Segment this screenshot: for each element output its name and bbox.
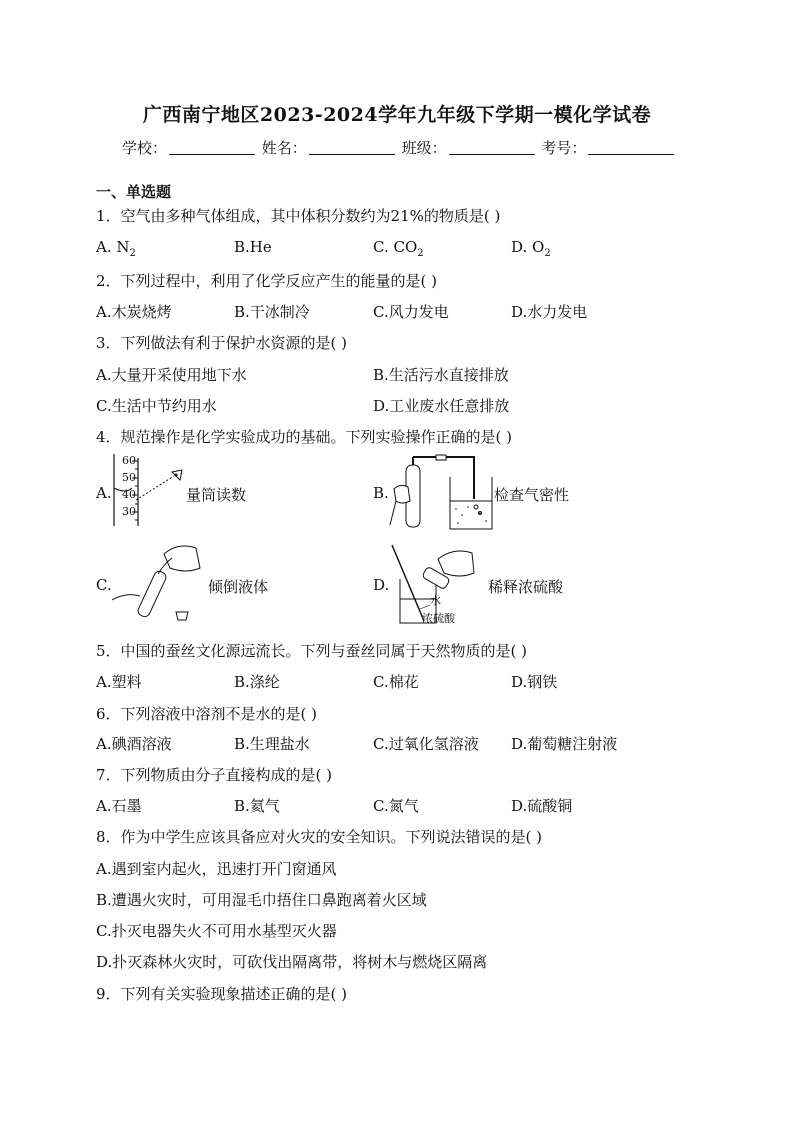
q1-option-d[interactable]: D. $O_2$ [511,238,551,259]
q8-option-a[interactable]: A.遇到室内起火，迅速打开门窗通风 [96,860,337,878]
question-6-stem: 6．下列溶液中溶剂不是水的是( ) [96,705,318,723]
q2-option-d[interactable]: D.水力发电 [511,303,588,321]
q7-option-b[interactable]: B.氦气 [234,797,280,815]
q3-option-c[interactable]: C.生活中节约用水 [96,397,217,415]
tick-label: 30 [122,505,136,518]
q2-option-b[interactable]: B.干冰制冷 [234,303,310,321]
q4-option-a[interactable]: A. [96,484,112,502]
q5-option-a[interactable]: A.塑料 [96,673,142,691]
q8-option-b[interactable]: B.遭遇火灾时，可用湿毛巾捂住口鼻跑离着火区域 [96,891,427,909]
q4-caption-d: 稀释浓硫酸 [488,578,564,596]
q7-option-a[interactable]: A.石墨 [96,797,142,815]
tick-label: 50 [122,471,136,484]
airtightness-apparatus-figure [390,455,495,535]
class-label: 班级： [401,139,447,157]
water-label: 水 [430,594,441,607]
q6-option-a[interactable]: A.碘酒溶液 [96,735,172,753]
q6-option-b[interactable]: B.生理盐水 [234,735,310,753]
q3-option-d[interactable]: D.工业废水任意排放 [373,397,510,415]
tick-label: 40 [122,488,136,501]
acid-label: 浓硫酸 [422,612,455,625]
pouring-liquid-figure [112,540,208,622]
name-label: 姓名： [261,139,307,157]
tick-label: 60 [122,454,136,467]
school-blank[interactable] [169,140,255,155]
q4-option-d[interactable]: D. [373,576,390,594]
q4-caption-c: 倾倒液体 [208,578,269,596]
q2-option-a[interactable]: A.木炭烧烤 [96,303,172,321]
q1-option-b[interactable]: B.He [234,238,272,256]
question-2-stem: 2．下列过程中，利用了化学反应产生的能量的是( ) [96,272,438,290]
q5-option-b[interactable]: B.涤纶 [234,673,280,691]
q4-caption-a: 量筒读数 [186,486,247,504]
section-heading: 一、单选题 [96,183,172,201]
q7-option-c[interactable]: C.氮气 [373,797,419,815]
q5-option-c[interactable]: C.棉花 [373,673,419,691]
q8-option-d[interactable]: D.扑灭森林火灾时，可砍伐出隔离带，将树木与燃烧区隔离 [96,953,488,971]
school-label: 学校： [122,139,168,157]
q2-option-c[interactable]: C.风力发电 [373,303,449,321]
page-title: 广西南宁地区2023-2024学年九年级下学期一模化学试卷 [142,104,652,126]
q3-option-b[interactable]: B.生活污水直接排放 [373,366,509,384]
number-label: 考号： [541,139,587,157]
question-4-stem: 4．规范操作是化学实验成功的基础。下列实验操作正确的是( ) [96,428,513,446]
q4-option-b[interactable]: B. [373,484,389,502]
question-7-stem: 7．下列物质由分子直接构成的是( ) [96,766,333,784]
q8-option-c[interactable]: C.扑灭电器失火不可用水基型灭火器 [96,922,337,940]
class-blank[interactable] [449,140,535,155]
q3-option-a[interactable]: A.大量开采使用地下水 [96,366,247,384]
question-9-stem: 9．下列有关实验现象描述正确的是( ) [96,985,348,1003]
student-info-row [122,137,676,158]
q7-option-d[interactable]: D.硫酸铜 [511,797,573,815]
q1-option-c[interactable]: C. $CO_2$ [373,238,424,259]
question-3-stem: 3．下列做法有利于保护水资源的是( ) [96,334,348,352]
q4-option-c[interactable]: C. [96,576,112,594]
q6-option-c[interactable]: C.过氧化氢溶液 [373,735,479,753]
question-5-stem: 5．中国的蚕丝文化源远流长。下列与蚕丝同属于天然物质的是( ) [96,642,528,660]
q6-option-d[interactable]: D.葡萄糖注射液 [511,735,618,753]
q5-option-d[interactable]: D.钢铁 [511,673,558,691]
name-blank[interactable] [309,140,395,155]
q1-option-a[interactable]: A. $N_2$ [96,238,136,259]
q4-caption-b: 检查气密性 [494,486,570,504]
question-8-stem: 8．作为中学生应该具备应对火灾的安全知识。下列说法错误的是( ) [96,828,543,846]
number-blank[interactable] [588,140,674,155]
question-1-stem: 1．空气由多种气体组成，其中体积分数约为21%的物质是( ) [96,207,501,225]
